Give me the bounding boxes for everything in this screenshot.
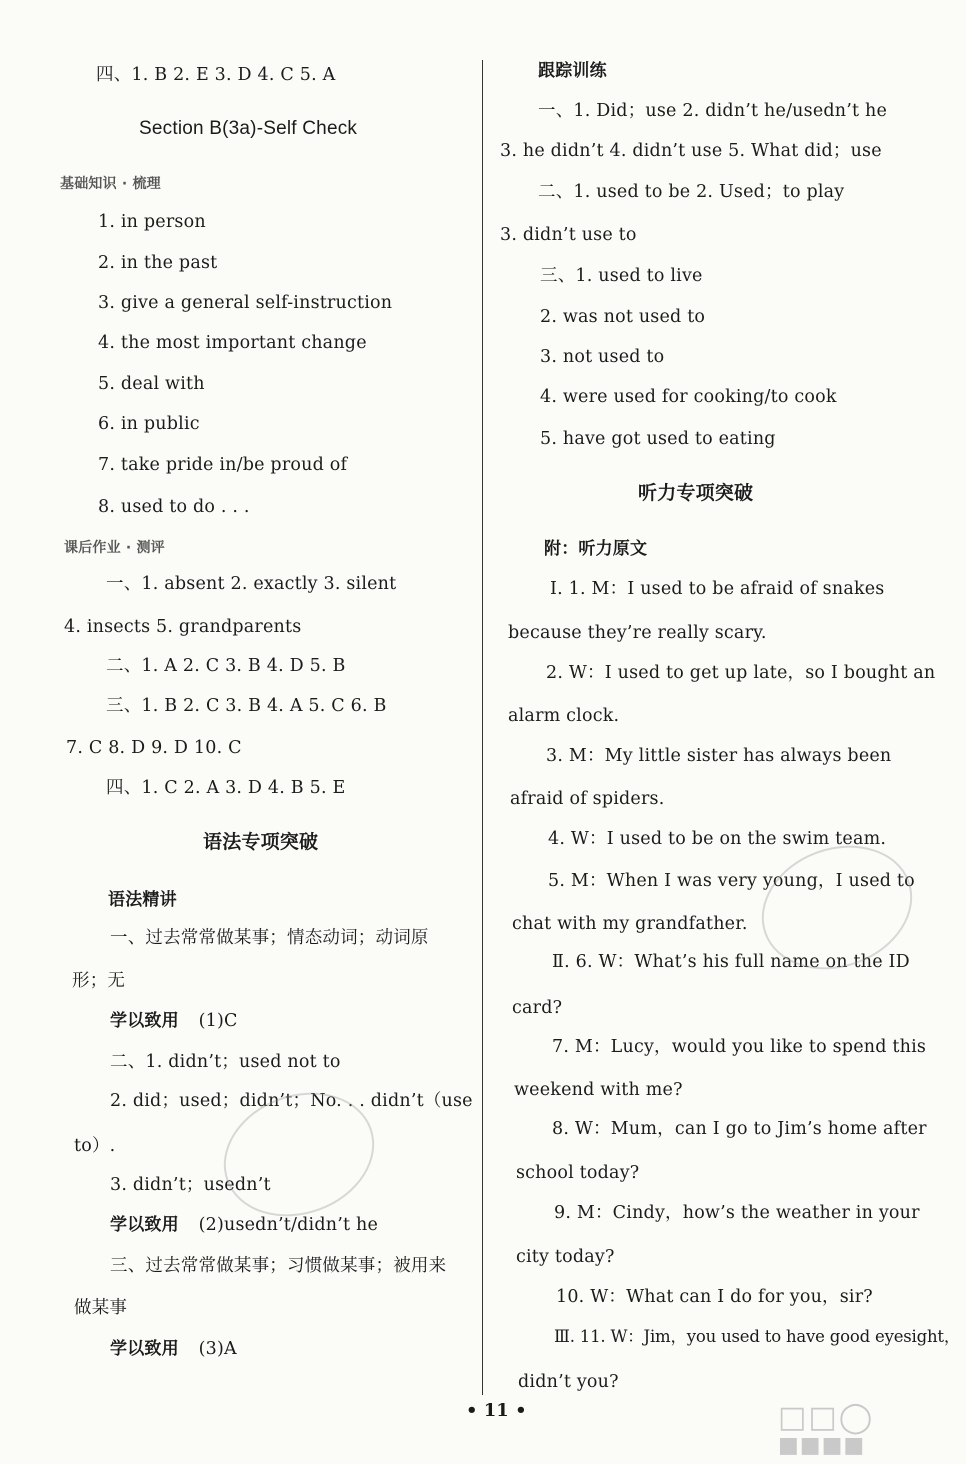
answer-line: 三、1. used to live: [540, 266, 703, 286]
answer-line: 2. did；used；didn’t；No. . . didn’t（use: [110, 1091, 473, 1111]
listening-title: 听力专项突破: [638, 482, 754, 504]
apply-line: [110, 1214, 378, 1236]
answer-line: 二、1. A 2. C 3. B 4. D 5. B: [106, 656, 346, 676]
script-line: 3. M：My little sister has always been: [546, 746, 892, 766]
script-line: card?: [512, 998, 563, 1018]
answer-line: 三、1. B 2. C 3. B 4. A 5. C 6. B: [106, 696, 387, 716]
answer-line: 7. C 8. D 9. D 10. C: [66, 738, 242, 758]
answer-line: 四、1. C 2. A 3. D 4. B 5. E: [106, 778, 346, 798]
apply-line: [110, 1010, 238, 1032]
answer-line: 5. have got used to eating: [540, 429, 776, 449]
script-line: afraid of spiders.: [510, 789, 665, 809]
script-line: weekend with me?: [514, 1080, 683, 1100]
answer-line: 8. used to do . . .: [98, 497, 250, 517]
answer-line: to）.: [74, 1136, 116, 1156]
answer-line: 3. didn’t use to: [500, 225, 637, 245]
answer-line: 4. insects 5. grandparents: [64, 617, 302, 637]
apply-label: 学以致用: [110, 1011, 179, 1031]
script-line: alarm clock.: [508, 706, 620, 726]
script-line: Ⅲ. 11. W：Jim，you used to have good eyesight，: [554, 1327, 961, 1346]
answer-line: 1. in person: [98, 212, 206, 232]
page-number: • 11 •: [466, 1400, 527, 1421]
column-divider: [482, 60, 483, 1395]
script-line: because they’re really scary.: [508, 623, 767, 643]
script-line: school today?: [516, 1163, 640, 1183]
script-line: Ⅰ. 1. M：I used to be afraid of snakes: [550, 579, 885, 599]
answer-line: 3. he didn’t 4. didn’t use 5. What did；use: [500, 141, 882, 161]
section-label: 课后作业 · 测评: [64, 540, 165, 556]
answer-line: 四、1. B 2. E 3. D 4. C 5. A: [96, 65, 336, 85]
script-line: 10. W：What can I do for you，sir?: [556, 1287, 873, 1307]
answer-line: 形；无: [72, 971, 126, 991]
section-title: Section B(3a)-Self Check: [139, 118, 358, 139]
answer-line: 7. take pride in/be proud of: [98, 455, 348, 475]
grammar-subtitle: 语法精讲: [108, 890, 177, 910]
answer-line: 4. were used for cooking/to cook: [540, 387, 837, 407]
answer-line: 一、过去常常做某事；情态动词；动词原: [110, 928, 429, 948]
answer-line: 4. the most important change: [98, 333, 367, 353]
answer-line: 2. in the past: [98, 253, 218, 273]
apply-line: [110, 1338, 237, 1360]
answer-line: 一、1. absent 2. exactly 3. silent: [106, 574, 397, 594]
answer-line: 2. was not used to: [540, 307, 706, 327]
script-line: 7. M：Lucy，would you like to spend this: [552, 1037, 927, 1057]
apply-value: (3)A: [198, 1339, 237, 1359]
answer-line: 二、1. used to be 2. Used；to play: [538, 182, 845, 202]
listening-subtitle: 附：听力原文: [544, 539, 648, 559]
answer-line: 3. give a general self-instruction: [98, 293, 393, 313]
answer-line: 二、1. didn’t；used not to: [110, 1052, 341, 1072]
grammar-title: 语法专项突破: [203, 831, 319, 853]
answer-line: 6. in public: [98, 414, 200, 434]
script-line: 2. W：I used to get up late，so I bought an: [546, 663, 936, 683]
script-line: city today?: [516, 1247, 615, 1267]
section-label: 基础知识 · 梳理: [60, 176, 161, 192]
answer-line: 3. didn’t；usedn’t: [110, 1175, 271, 1195]
script-line: 8. W：Mum，can I go to Jim’s home after: [552, 1119, 927, 1139]
answer-line: 5. deal with: [98, 374, 205, 394]
apply-label: 学以致用: [110, 1215, 179, 1235]
apply-value: (1)C: [198, 1011, 238, 1031]
script-line: didn’t you?: [518, 1372, 619, 1392]
answer-line: 做某事: [74, 1298, 128, 1318]
script-line: Ⅱ. 6. W：What’s his full name on the ID: [552, 952, 910, 972]
watermark-logo: □□◯ ■■■■: [778, 1400, 875, 1458]
script-line: 5. M：When I was very young，I used to: [548, 871, 915, 891]
answer-line: 一、1. Did；use 2. didn’t he/usedn’t he: [538, 101, 888, 121]
answer-line: 三、过去常常做某事；习惯做某事；被用来: [110, 1256, 447, 1276]
answer-line: 3. not used to: [540, 347, 665, 367]
apply-label: 学以致用: [110, 1339, 179, 1359]
script-line: 4. W：I used to be on the swim team.: [548, 829, 887, 849]
script-line: chat with my grandfather.: [512, 914, 748, 934]
script-line: 9. M：Cindy，how’s the weather in your: [554, 1203, 920, 1223]
apply-value: (2)usedn’t/didn’t he: [198, 1215, 378, 1235]
track-title: 跟踪训练: [538, 61, 607, 81]
